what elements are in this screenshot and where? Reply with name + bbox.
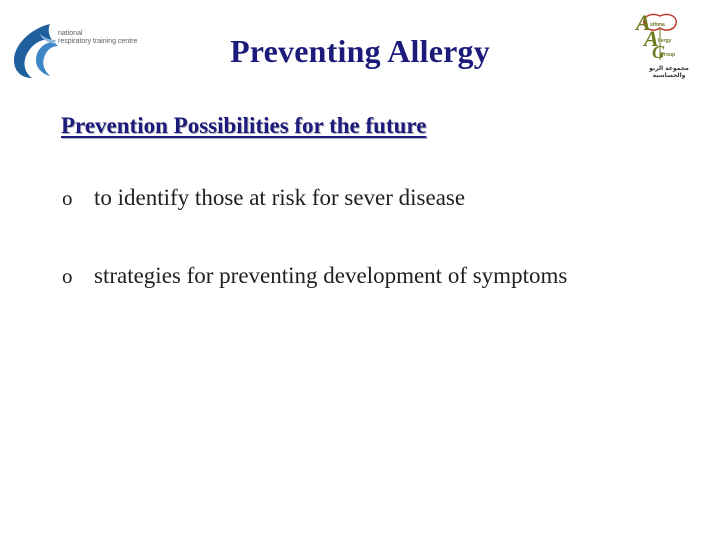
aag-letter: A <box>644 26 659 51</box>
aag-word: roup <box>664 52 676 58</box>
slide-title: Preventing Allergy <box>230 33 490 69</box>
bullet-text: to identify those at risk for sever disease <box>94 185 466 210</box>
bullet-item <box>62 185 702 263</box>
aag-logo-arabic: مجموعة الربو والحساسية <box>649 65 689 79</box>
bullet-marker: o <box>62 264 73 288</box>
bullet-item <box>62 263 702 341</box>
aag-letter: A <box>636 10 651 35</box>
ntrc-logo-line: national <box>58 30 83 37</box>
aag-letter: G <box>652 42 665 62</box>
slide-subtitle: Prevention Possibilities for the future <box>61 113 427 138</box>
aag-word: sthma <box>650 22 665 28</box>
ntrc-logo-line: respiratory training centre <box>58 38 138 45</box>
aag-word: llergy <box>658 38 672 44</box>
bullet-text: strategies for preventing development of symptoms <box>94 263 568 288</box>
bullet-marker: o <box>62 186 73 210</box>
bullet-list <box>62 185 702 341</box>
